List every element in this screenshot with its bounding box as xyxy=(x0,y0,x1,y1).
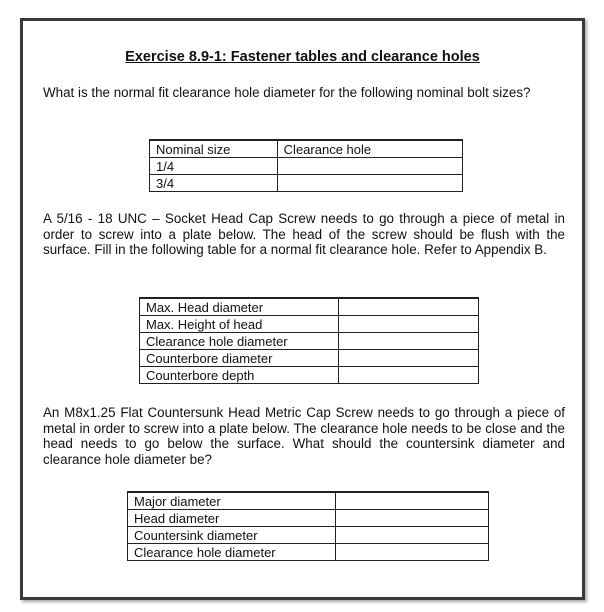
answer-cell[interactable] xyxy=(277,158,462,175)
table-row xyxy=(140,350,479,367)
countersunk-screw-table xyxy=(127,491,489,561)
row-label: Head diameter xyxy=(128,510,336,527)
row-label: Major diameter xyxy=(128,492,336,510)
table-row xyxy=(140,316,479,333)
exercise-title: Exercise 8.9-1: Fastener tables and clearance holes xyxy=(125,49,480,65)
nominal-size-cell: 1/4 xyxy=(150,158,278,175)
table-row xyxy=(140,333,479,350)
row-label: Counterbore diameter xyxy=(140,350,339,367)
cap-screw-table xyxy=(139,297,479,384)
row-label: Max. Height of head xyxy=(140,316,339,333)
question-2-text: A 5/16 - 18 UNC – Socket Head Cap Screw needs to go through a piece of metal in order to screw into a plate below. The head of the screw should be flush with the surface. Fill in the following table for a normal fit clearance hole. Refer to Appendix B. xyxy=(43,211,565,257)
row-label: Max. Head diameter xyxy=(140,298,339,316)
header-nominal-size: Nominal size xyxy=(150,140,278,158)
row-label: Countersink diameter xyxy=(128,527,336,544)
table-row xyxy=(128,527,489,544)
worksheet-page xyxy=(20,18,585,600)
answer-cell[interactable] xyxy=(335,527,488,544)
question-3-text: An M8x1.25 Flat Countersunk Head Metric Cap Screw needs to go through a piece of metal in order to screw into a plate below. The clearance hole needs to be close and the head needs to go below the surface. What should the countersink diameter and clearance hole diameter be? xyxy=(43,405,565,467)
answer-cell[interactable] xyxy=(338,350,478,367)
answer-cell[interactable] xyxy=(338,316,478,333)
row-label: Counterbore depth xyxy=(140,367,339,384)
answer-cell[interactable] xyxy=(338,333,478,350)
row-label: Clearance hole diameter xyxy=(128,544,336,561)
clearance-hole-table xyxy=(149,139,463,192)
row-label: Clearance hole diameter xyxy=(140,333,339,350)
header-clearance-hole: Clearance hole xyxy=(277,140,462,158)
table-row xyxy=(128,492,489,510)
table-header-row xyxy=(150,140,463,158)
table-row xyxy=(150,175,463,192)
answer-cell[interactable] xyxy=(335,492,488,510)
question-1-text: What is the normal fit clearance hole diameter for the following nominal bolt sizes? xyxy=(43,85,531,100)
table-row xyxy=(128,510,489,527)
table-row xyxy=(150,158,463,175)
answer-cell[interactable] xyxy=(277,175,462,192)
answer-cell[interactable] xyxy=(338,298,478,316)
table-row xyxy=(140,367,479,384)
answer-cell[interactable] xyxy=(335,510,488,527)
answer-cell[interactable] xyxy=(338,367,478,384)
table-row xyxy=(128,544,489,561)
table-row xyxy=(140,298,479,316)
nominal-size-cell: 3/4 xyxy=(150,175,278,192)
answer-cell[interactable] xyxy=(335,544,488,561)
